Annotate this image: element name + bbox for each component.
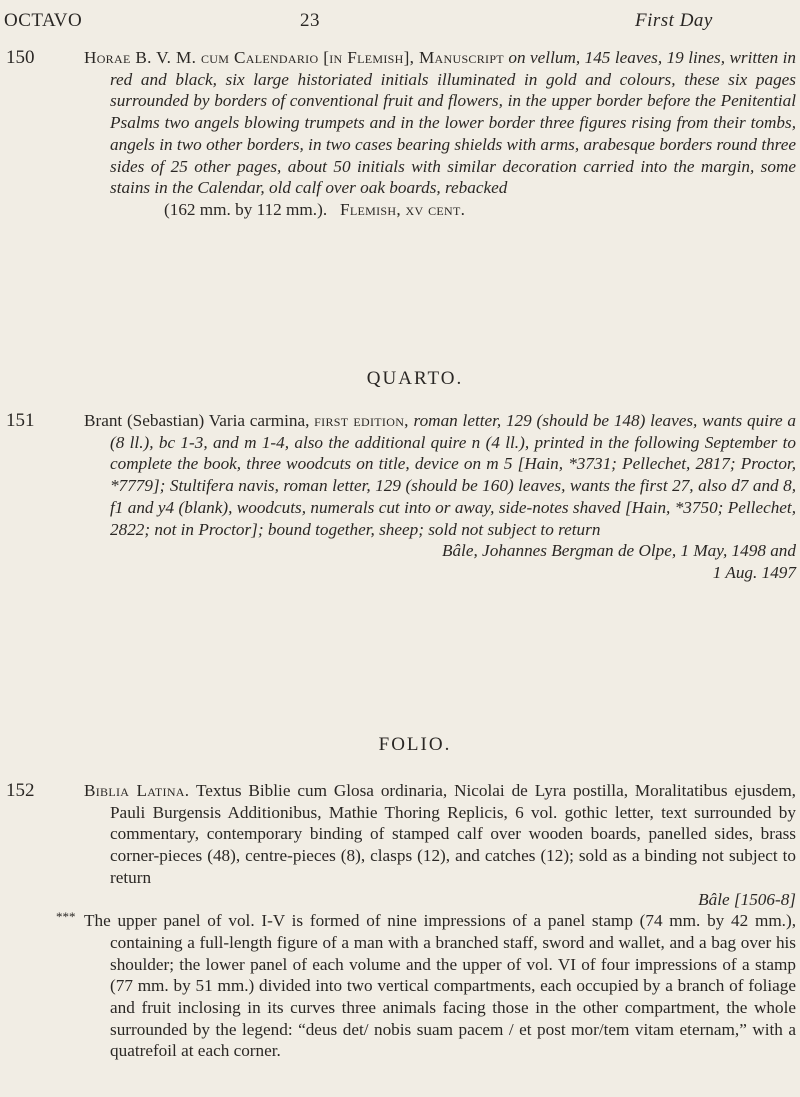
lot-note-text: The upper panel of vol. I-V is formed of nine impressions of a panel stamp (74 mm. by 42 mm.), containing a full-length figure of a man with a branched staff, sword and wallet, and a bag over his shoulder; the lower panel of each volume and the upper of vol. VI of four impressions of a stamp (77 mm. by 51 mm.) divided into two vertical compartments, each occupied by a branch of foliage and fruit inclosing in its curves three animals facing those in the other compartment, the whole surrounded by the legend: “deus det/ nobis suam pacem / et post mor/tem vitam eternam,” with a quatrefoil at each corner. <box>84 911 796 1061</box>
page-number: 23 <box>300 10 320 31</box>
lot-entry-150 <box>6 47 796 221</box>
lot-size: (162 mm. by 112 mm.). <box>164 199 328 219</box>
lot-heading: Biblia Latina. <box>84 781 190 800</box>
lot-imprint: Bâle [1506-8] <box>698 889 796 909</box>
running-head-day: First Day <box>635 10 713 31</box>
lot-number: 150 <box>6 47 35 68</box>
lot-edition: first edition, <box>314 411 409 430</box>
section-heading-folio: FOLIO. <box>378 734 452 755</box>
lot-entry-151 <box>6 410 796 584</box>
section-heading-quarto: QUARTO. <box>366 368 464 389</box>
lot-description: on vellum, 145 leaves, 19 lines, written in red and black, six large historiated initials illuminated in gold and colours, these six pages surrounded by borders of conventional fruit and flowers, in the upper border before the Penitential Psalms two angels blowing trumpets and in the lower border three figures rising from their tombs, angels in two other borders, in two cases bearing shields with arms, arabesque borders round three sides of 25 other pages, about 50 initials with similar decoration carried into the margin, some stains in the Calendar, old calf over oak boards, rebacked <box>110 48 796 198</box>
running-head <box>0 6 800 36</box>
lot-heading: Horae B. V. M. cum Calendario [in Flemish], Manuscript <box>84 48 504 67</box>
lot-description: roman letter, 129 (should be 148) leaves, wants quire a (8 ll.), bc 1-3, and m 1-4, also the additional quire n (4 ll.), printed in the following September to complete the book, three woodcuts on title, device on m 5 [Hain, *3731; Pellechet, 2817; Proctor, *7779]; Stultifera navis, roman letter, 129 (should be 160) leaves, wants the first 27, also d7 and 8, f1 and y4 (blank), woodcuts, numerals cut into or away, side-notes shaved [Hain, *3750; Pellechet, 2822; not in Proctor]; bound together, sheep; sold not subject to return <box>110 411 796 539</box>
lot-description: Textus Biblie cum Glosa ordinaria, Nicolai de Lyra postilla, Moralitatibus ejusdem, Pauli Burgensis Additionibus, Mathie Thoring Replicis, 6 vol. gothic letter, text surrounded by commentary, contemporary binding of stamped calf over wooden boards, panelled sides, brass corner-pieces (48), centre-pieces (8), clasps (12), and catches (12); sold as a binding not subject to return <box>110 781 796 887</box>
lot-heading: Brant (Sebastian) Varia carmina, <box>84 411 310 430</box>
lot-origin: Flemish, xv cent. <box>340 199 466 219</box>
lot-number: 152 <box>6 780 35 801</box>
lot-imprint-2: 1 Aug. 1497 <box>712 562 796 582</box>
running-head-format: OCTAVO <box>4 10 83 31</box>
lot-imprint: Bâle, Johannes Bergman de Olpe, 1 May, 1498 and <box>441 541 796 561</box>
lot-note: *** The upper panel of vol. I-V is formed of nine impressions of a panel stamp (74 mm. by 42 mm.), containing a full-length figure of a man with a branched staff, sword and wallet, and a bag over his shoulder; the lower panel of each volume and the upper of vol. VI of four impressions of a stamp (77 mm. by 51 mm.) divided into two vertical compartments, each occupied by a branch of foliage and fruit inclosing in its curves three animals facing those in the other compartment, the whole surrounded by the legend: “deus det/ nobis suam pacem / et post mor/tem vitam eternam,” with a quatrefoil at each corner. <box>56 909 796 1061</box>
lot-entry-152 <box>6 780 796 1062</box>
lot-number: 151 <box>6 410 35 431</box>
